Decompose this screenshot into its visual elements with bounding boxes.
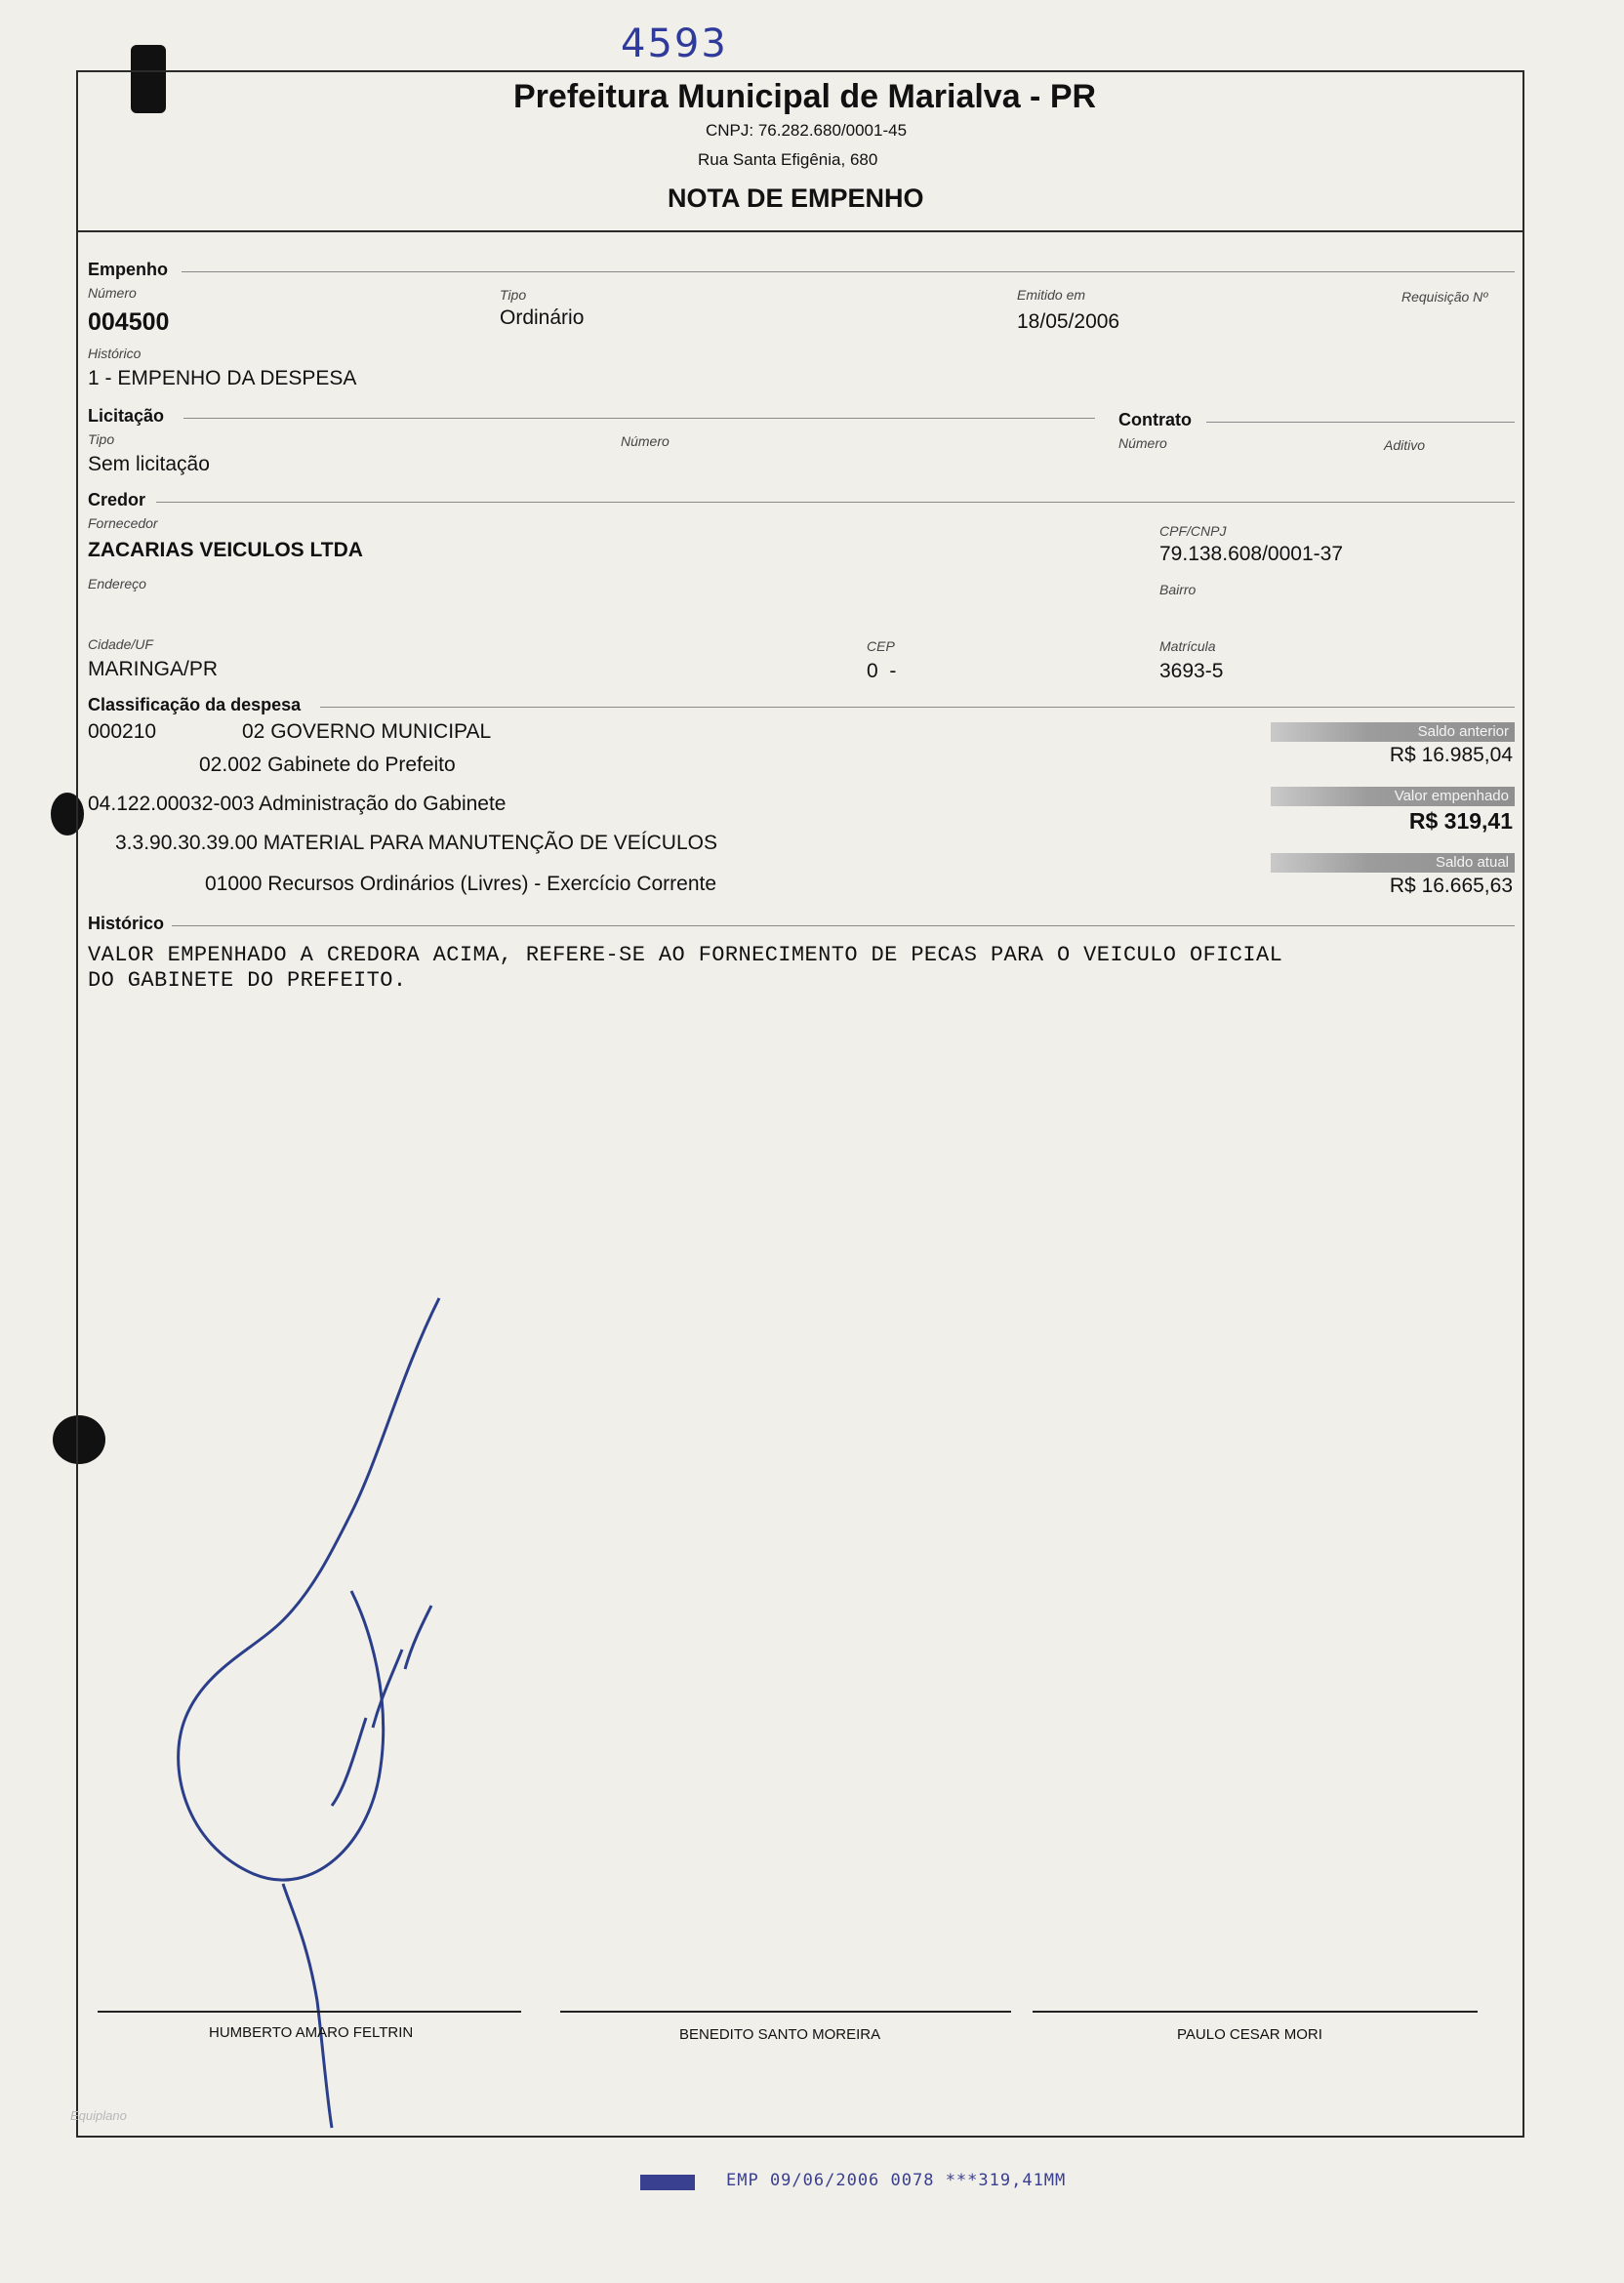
section-classificacao-rule — [320, 707, 1515, 708]
label-endereco: Endereço — [88, 576, 146, 591]
label-requisicao: Requisição Nº — [1401, 289, 1488, 305]
credor-matricula: 3693-5 — [1159, 660, 1224, 682]
label-cidade: Cidade/UF — [88, 636, 153, 652]
cnpj-line: CNPJ: 76.282.680/0001-45 — [706, 121, 908, 140]
label-aditivo: Aditivo — [1384, 437, 1426, 453]
empenho-tipo: Ordinário — [500, 306, 585, 329]
class-code: 000210 — [88, 720, 157, 743]
section-historico: Histórico — [88, 914, 165, 933]
historico-line-1: VALOR EMPENHADO A CREDORA ACIMA, REFERE-SE AO FORNECIMENTO DE PECAS PARA O VEICULO OFICIAL — [88, 943, 1283, 967]
section-credor-rule — [156, 502, 1515, 503]
label-contrato-numero: Número — [1118, 435, 1167, 451]
credor-cidade: MARINGA/PR — [88, 658, 219, 680]
class-funcional: 04.122.00032-003 Administração do Gabinete — [88, 793, 507, 815]
saldo-atual-label: Saldo atual — [1271, 853, 1515, 873]
empenho-number: 004500 — [88, 308, 170, 336]
label-emitido: Emitido em — [1017, 287, 1086, 303]
section-contrato-rule — [1206, 422, 1515, 423]
signature-line-1 — [98, 2011, 521, 2013]
section-contrato: Contrato — [1118, 410, 1192, 429]
licitacao-tipo: Sem licitação — [88, 453, 210, 475]
saldo-atual-value: R$ 16.665,63 — [1389, 875, 1513, 897]
signature-line-3 — [1033, 2011, 1478, 2013]
label-licitacao-numero: Número — [621, 433, 670, 449]
label-numero: Número — [88, 285, 137, 301]
header-divider — [76, 230, 1524, 232]
credor-fornecedor: ZACARIAS VEICULOS LTDA — [88, 539, 363, 561]
section-credor: Credor — [88, 490, 146, 510]
section-licitacao: Licitação — [88, 406, 165, 426]
empenho-historico: 1 - EMPENHO DA DESPESA — [88, 367, 357, 389]
label-fornecedor: Fornecedor — [88, 515, 158, 531]
section-empenho-rule — [182, 271, 1515, 272]
prefecture-name: Prefeitura Municipal de Marialva - PR — [513, 78, 1097, 115]
signature-scribble — [146, 1259, 459, 2138]
doc-title: NOTA DE EMPENHO — [668, 183, 924, 213]
label-matricula: Matrícula — [1159, 638, 1216, 654]
section-historico-rule — [172, 925, 1515, 926]
label-tipo: Tipo — [500, 287, 527, 303]
footer-software-name: Equiplano — [70, 2108, 127, 2123]
empenho-emitido: 18/05/2006 — [1017, 310, 1120, 333]
class-orgao: 02 GOVERNO MUNICIPAL — [242, 720, 492, 743]
section-empenho: Empenho — [88, 260, 169, 279]
label-cep: CEP — [867, 638, 895, 654]
signature-name-2: BENEDITO SANTO MOREIRA — [679, 2026, 881, 2043]
credor-cep: 0 - — [867, 660, 897, 682]
valor-empenhado-label: Valor empenhado — [1271, 787, 1515, 806]
label-bairro: Bairro — [1159, 582, 1197, 597]
signature-name-3: PAULO CESAR MORI — [1177, 2026, 1322, 2043]
label-licitacao-tipo: Tipo — [88, 431, 115, 447]
address-line: Rua Santa Efigênia, 680 — [698, 150, 878, 169]
class-recurso: 01000 Recursos Ordinários (Livres) - Exercício Corrente — [205, 873, 717, 895]
valor-empenhado-value: R$ 319,41 — [1408, 808, 1513, 834]
credor-cpf: 79.138.608/0001-37 — [1159, 543, 1344, 565]
class-unidade: 02.002 Gabinete do Prefeito — [199, 754, 456, 776]
historico-line-2: DO GABINETE DO PREFEITO. — [88, 968, 407, 993]
signature-line-2 — [560, 2011, 1011, 2013]
saldo-anterior-value: R$ 16.985,04 — [1389, 744, 1513, 766]
label-historico-empenho: Histórico — [88, 346, 142, 361]
saldo-anterior-label: Saldo anterior — [1271, 722, 1515, 742]
bank-stamp: EMP 09/06/2006 0078 ***319,41MM — [726, 2171, 1067, 2190]
label-cpf: CPF/CNPJ — [1159, 523, 1227, 539]
handwritten-number: 4593 — [621, 21, 728, 66]
section-licitacao-rule — [183, 418, 1095, 419]
signature-name-1: HUMBERTO AMARO FELTRIN — [209, 2024, 414, 2041]
class-elemento: 3.3.90.30.39.00 MATERIAL PARA MANUTENÇÃO DE VEÍCULOS — [115, 832, 717, 854]
bank-stamp-logo — [640, 2175, 695, 2190]
section-classificacao: Classificação da despesa — [88, 695, 302, 714]
